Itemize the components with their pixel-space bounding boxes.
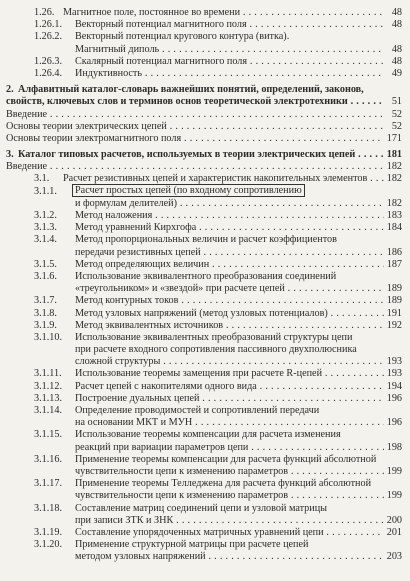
entry-number: 3.1.11.: [34, 368, 62, 380]
toc-entry[interactable]: [0, 381, 410, 393]
entry-page: 48: [391, 55, 402, 67]
entry-title: Использование эквивалентного преобразования соединений: [75, 270, 337, 282]
toc-entry[interactable]: [0, 503, 410, 515]
entry-page: 203: [386, 551, 402, 563]
toc-entry[interactable]: [0, 259, 410, 271]
entry-number: 3.1.16.: [34, 453, 63, 465]
entry-title: Метод пропорциональных величин и расчет коэффициентов: [75, 234, 337, 246]
toc-entry[interactable]: [0, 210, 410, 222]
entry-title-cont: при записи ЗТК и ЗНК . . .: [75, 515, 384, 527]
toc-section[interactable]: [0, 84, 410, 96]
entry-number: 3.1.10.: [34, 331, 63, 343]
entry-number: 3.1.6.: [34, 270, 57, 282]
entry-title: Основы теории электромагнитного поля . . .: [6, 133, 384, 145]
toc-section[interactable]: [0, 149, 410, 161]
entry-title: Скалярный потенциал магнитного поля . . .: [75, 56, 384, 68]
entry-page: 193: [386, 368, 402, 380]
toc-entry-continuation: [0, 44, 410, 56]
entry-page: 198: [386, 441, 402, 453]
entry-title: Метод уравнений Кирхгофа . . .: [75, 222, 384, 234]
toc-entry[interactable]: [0, 161, 410, 173]
entry-page: 182: [386, 197, 402, 209]
toc-entry-continuation: [0, 442, 410, 454]
toc-entry[interactable]: [0, 429, 410, 441]
toc-entry[interactable]: [0, 405, 410, 417]
toc-entry[interactable]: [0, 454, 410, 466]
toc-entry[interactable]: [0, 31, 410, 43]
entry-page: 184: [386, 222, 402, 234]
toc-entry[interactable]: [0, 308, 410, 320]
entry-title-cont: передачи резистивных цепей . . .: [75, 247, 384, 259]
entry-title-cont: Магнитный диполь . . .: [75, 44, 384, 56]
toc-entry[interactable]: [0, 186, 410, 198]
entry-title: Составление матриц соединений цепи и узловой матрицы: [75, 502, 328, 514]
entry-title-cont: чувствительности цепи к изменению параметров . . .: [75, 466, 384, 478]
entry-number: 3.1.3.: [34, 222, 57, 234]
entry-title: Индуктивность . . .: [75, 68, 384, 80]
toc-entry[interactable]: [0, 332, 410, 344]
toc-entry-continuation: [0, 551, 410, 563]
toc-entry-continuation: [0, 283, 410, 295]
toc-entry[interactable]: [0, 539, 410, 551]
entry-number: 3.1.14.: [34, 405, 63, 416]
entry-page: 191: [386, 307, 402, 319]
entry-page: 186: [386, 246, 402, 258]
entry-number: 3.1.9.: [34, 319, 57, 331]
entry-number: 3.1.12.: [34, 380, 63, 392]
entry-number: 1.26.3.: [34, 55, 63, 67]
toc-entry-continuation: [0, 356, 410, 368]
entry-number: 1.26.1.: [34, 19, 63, 31]
toc-entry-continuation: [0, 515, 410, 527]
entry-title: Построение дуальных цепей . . .: [75, 393, 384, 405]
entry-title: Метод эквивалентных источников . . .: [75, 320, 384, 332]
entry-title: Введение . . .: [6, 109, 384, 121]
entry-number: 3.1.8.: [34, 307, 57, 319]
entry-title-cont: сложной структуры . . .: [75, 356, 384, 368]
entry-number: 1.26.4.: [34, 67, 63, 79]
entry-title: Расчет цепей с накопителями одного вида . . .: [75, 381, 384, 393]
entry-page: 49: [391, 67, 402, 79]
entry-number: 1.26.2.: [34, 31, 63, 43]
entry-number: 3.1.1.: [34, 185, 57, 197]
entry-page: 189: [386, 283, 402, 295]
toc-entry[interactable]: [0, 7, 410, 19]
entry-page: 187: [386, 258, 402, 270]
entry-title-cont: методом узловых напряжений . . .: [75, 551, 384, 563]
section-title-cont: свойств, ключевых слов и терминов основ теоретической электротехники . . .: [6, 96, 384, 108]
entry-page: 48: [391, 19, 402, 31]
entry-page: 200: [386, 514, 402, 526]
entry-title: Основы теории электрических цепей . . .: [6, 121, 384, 133]
entry-number: 3.1.5.: [34, 258, 57, 270]
entry-title: Векторный потенциал кругового контура (витка).: [75, 31, 290, 43]
entry-number: 3.1.15.: [34, 429, 63, 441]
entry-number: 3.1.18.: [34, 502, 63, 514]
entry-title: Применение структурной матрицы при расчете цепей: [75, 539, 309, 551]
entry-title: Магнитное поле, постоянное во времени . . .: [63, 7, 384, 19]
entry-number: 3.1.19.: [34, 526, 63, 538]
toc-entry-continuation: [0, 417, 410, 429]
entry-page: 181: [386, 149, 402, 161]
toc-entry[interactable]: [0, 68, 410, 80]
toc-entry[interactable]: [0, 222, 410, 234]
entry-title: Метод контурных токов . . .: [75, 295, 384, 307]
toc-entry[interactable]: [0, 320, 410, 332]
entry-page: 194: [386, 380, 402, 392]
entry-page: 182: [386, 161, 402, 173]
entry-title: Применение теоремы Телледжена для расчета функций абсолютной: [75, 478, 372, 490]
entry-page: 52: [391, 120, 402, 132]
entry-title-cont: и формулам делителей) . . .: [75, 198, 384, 210]
entry-title: Использование эквивалентных преобразований структуры цепи: [75, 331, 353, 343]
toc-section-continuation: [0, 96, 410, 108]
entry-page: 182: [386, 173, 402, 185]
toc-entry[interactable]: [0, 478, 410, 490]
toc-entry-continuation: [0, 466, 410, 478]
entry-title: Расчет резистивных цепей и характеристик накопительных элементов . . .: [63, 173, 384, 185]
section-number: 3.: [6, 149, 14, 161]
entry-title: Использование теоремы компенсации для расчета изменения: [75, 429, 341, 441]
entry-page: 52: [391, 108, 402, 120]
table-of-contents: [0, 7, 410, 563]
toc-entry[interactable]: [0, 234, 410, 246]
entry-number: 3.1.7.: [34, 295, 57, 307]
section-number: 2.: [6, 84, 14, 96]
entry-number: 3.1.17.: [34, 478, 63, 490]
entry-number: 3.1.2.: [34, 210, 57, 221]
entry-page: 201: [386, 526, 402, 538]
entry-page: 48: [391, 7, 402, 18]
entry-title: Метод узловых напряжений (метод узловых потенциалов) . . .: [75, 308, 384, 320]
entry-page: 48: [391, 43, 402, 55]
toc-entry[interactable]: [0, 133, 410, 145]
entry-title: Применение теоремы компенсации для расчета функций абсолютной: [75, 453, 377, 465]
entry-page: 183: [386, 210, 402, 221]
entry-title: Метод наложения . . .: [75, 210, 384, 222]
entry-number: 3.1.20.: [34, 539, 63, 551]
entry-title: Составление упорядоченных матричных уравнений цепи . . .: [75, 527, 384, 539]
entry-title: Введение . . .: [6, 161, 384, 173]
toc-entry-continuation: [0, 490, 410, 502]
toc-entry[interactable]: [0, 109, 410, 121]
entry-title-cont: при расчете входного сопротивления пассивного двухполюсника: [75, 344, 357, 356]
entry-page: 199: [386, 465, 402, 477]
toc-entry[interactable]: [0, 295, 410, 307]
toc-entry-continuation: [0, 247, 410, 259]
toc-entry[interactable]: [0, 271, 410, 283]
entry-title: Использование теоремы замещения при расчете R-цепей . . .: [75, 368, 384, 380]
entry-number: 1.26.: [34, 7, 55, 18]
toc-entry[interactable]: [0, 19, 410, 31]
entry-page: 192: [386, 319, 402, 331]
entry-title-cont: реакций при вариации параметров цепи . . .: [75, 442, 384, 454]
section-title: Алфавитный каталог-словарь важнейших понятий, определений, законов,: [18, 84, 364, 96]
entry-page: 171: [386, 132, 402, 144]
entry-title-cont: «треугольником» и «звездой» при расчете цепей . . .: [75, 283, 384, 295]
toc-entry[interactable]: [0, 368, 410, 380]
toc-entry[interactable]: [0, 393, 410, 405]
entry-page: 196: [386, 392, 402, 404]
entry-number: 3.1.13.: [34, 392, 63, 404]
entry-title: Векторный потенциал магнитного поля . . .: [75, 19, 384, 31]
entry-page: 51: [391, 96, 402, 108]
toc-entry[interactable]: [0, 56, 410, 68]
entry-number: 3.1.: [34, 173, 50, 185]
entry-page: 196: [386, 417, 402, 429]
toc-entry[interactable]: [0, 121, 410, 133]
section-title: Каталог типовых расчетов, используемых в теории электрических цепей . . .: [18, 149, 384, 161]
entry-page: 193: [386, 356, 402, 368]
entry-page: 199: [386, 490, 402, 502]
entry-number: 3.1.4.: [34, 234, 57, 246]
entry-title: Метод определяющих величин . . .: [75, 259, 384, 271]
toc-entry[interactable]: [0, 527, 410, 539]
toc-entry-continuation: [0, 344, 410, 356]
toc-entry-continuation: [0, 198, 410, 210]
entry-page: 189: [386, 295, 402, 307]
entry-title-cont: чувствительности цепи к изменению параметров . . .: [75, 490, 384, 502]
entry-title: Определение проводимостей и сопротивлений передачи: [75, 405, 320, 416]
entry-title-cont: на основании МКТ и МУН . . .: [75, 417, 384, 429]
entry-title: Расчет простых цепей (по входному сопротивлению: [72, 184, 305, 197]
